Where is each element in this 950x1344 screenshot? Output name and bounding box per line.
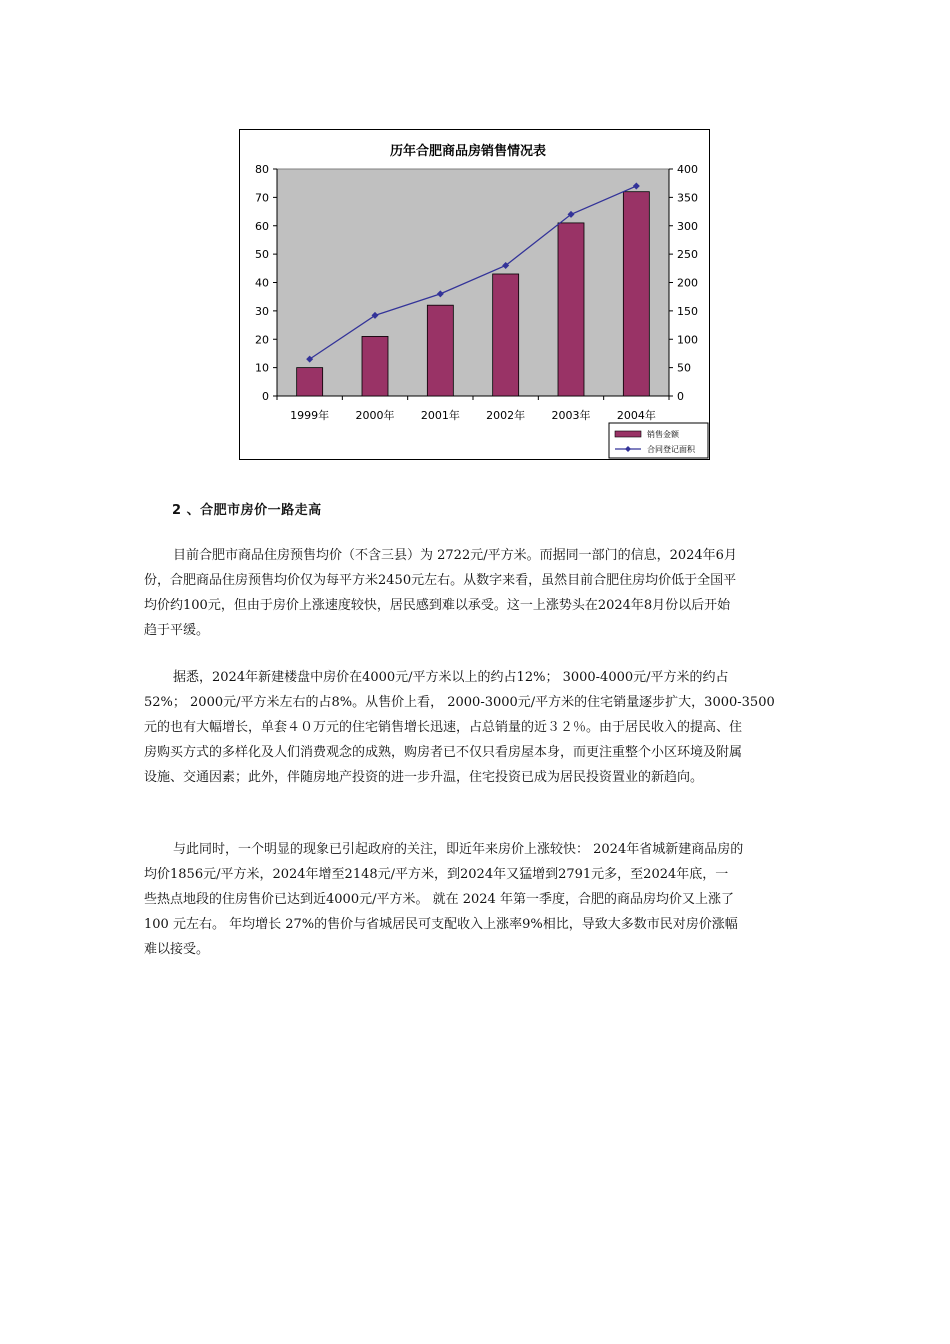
paragraph-line: 100 元左右。 年均增长 27%的售价与省城居民可支配收入上涨率9%相比，导致大多数市民对房价涨幅 [144, 917, 738, 932]
x-tick-label: 2000年 [355, 409, 395, 422]
bar-sales-amount [362, 336, 388, 396]
left-tick-label: 30 [255, 304, 269, 318]
right-tick-label: 50 [677, 361, 691, 375]
paragraph-line: 设施、交通因素；此外，伴随房地产投资的进一步升温，住宅投资已成为居民投资置业的新趋向。 [144, 770, 704, 785]
right-tick-label: 200 [677, 276, 698, 290]
left-tick-label: 20 [255, 333, 269, 347]
legend-swatch-bar [615, 431, 641, 437]
x-tick-label: 2003年 [551, 409, 591, 422]
paragraph-2 [144, 665, 804, 790]
right-tick-label: 300 [677, 219, 698, 233]
legend-label-area: 合同登记面积 [647, 445, 695, 454]
left-tick-label: 0 [262, 390, 269, 403]
paragraph-line: 元的也有大幅增长，单套４０万元的住宅销售增长迅速，占总销量的近３２％。由于居民收入的提高、住 [144, 720, 743, 735]
paragraph-line: 均价1856元/平方米，2024年增至2148元/平方米，到2024年又猛增到2791元多，至2024年底，一 [144, 867, 729, 882]
left-tick-label: 70 [255, 191, 269, 205]
right-tick-label: 250 [677, 248, 698, 262]
plot-area [277, 169, 669, 396]
right-tick-label: 100 [677, 333, 698, 347]
legend-label-sales: 销售金额 [647, 430, 679, 439]
sales-chart [239, 129, 710, 460]
paragraph-line: 趋于平缓。 [144, 623, 210, 638]
right-tick-label: 150 [677, 304, 698, 318]
combo-chart-svg [240, 130, 709, 459]
paragraph-line: 52%； 2000元/平方米左右的占8%。从售价上看， 2000-3000元/平方米的住宅销量逐步扩大，3000-3500 [144, 695, 775, 710]
x-tick-label: 2001年 [420, 409, 460, 422]
left-tick-label: 60 [255, 219, 269, 233]
x-tick-label: 2002年 [486, 409, 526, 422]
chart-title: 历年合肥商品房销售情况表 [389, 144, 547, 159]
paragraph-line: 目前合肥市商品住房预售均价（不含三县）为 2722元/平方米。而据同一部门的信息，2024年6月 [173, 548, 737, 563]
left-tick-label: 10 [255, 361, 269, 375]
section-heading: 2 、合肥市房价一路走高 [172, 503, 322, 518]
paragraph-line: 房购买方式的多样化及人们消费观念的成熟，购房者已不仅只看房屋本身，而更注重整个小区环境及附属 [144, 745, 743, 760]
right-tick-label: 350 [677, 191, 698, 205]
bar-sales-amount [558, 223, 584, 396]
bar-sales-amount [623, 192, 649, 396]
bar-sales-amount [297, 368, 323, 396]
left-tick-label: 50 [255, 248, 269, 262]
paragraph-line: 些热点地段的住房售价已达到近4000元/平方米。 就在 2024 年第一季度，合肥的商品房均价又上涨了 [144, 892, 734, 907]
right-tick-label: 400 [677, 163, 698, 176]
left-tick-label: 40 [255, 276, 269, 290]
bar-sales-amount [427, 305, 453, 396]
bar-sales-amount [493, 274, 519, 396]
paragraph-1 [144, 543, 804, 643]
paragraph-line: 份，合肥商品住房预售均价仅为每平方米2450元左右。从数字来看，虽然目前合肥住房均价低于全国平 [144, 573, 737, 588]
paragraph-line: 据悉，2024年新建楼盘中房价在4000元/平方米以上的约占12%； 3000-4000元/平方米的约占 [173, 670, 729, 685]
right-tick-label: 0 [677, 390, 684, 403]
paragraph-line: 均价约100元，但由于房价上涨速度较快，居民感到难以承受。这一上涨势头在2024年8月份以后开始 [144, 598, 731, 613]
x-tick-label: 2004年 [616, 409, 656, 422]
paragraph-line: 与此同时，一个明显的现象已引起政府的关注，即近年来房价上涨较快： 2024年省城新建商品房的 [173, 842, 744, 857]
paragraph-line: 难以接受。 [144, 942, 210, 957]
x-tick-label: 1999年 [290, 409, 330, 422]
paragraph-3 [144, 837, 804, 962]
left-tick-label: 80 [255, 163, 269, 176]
